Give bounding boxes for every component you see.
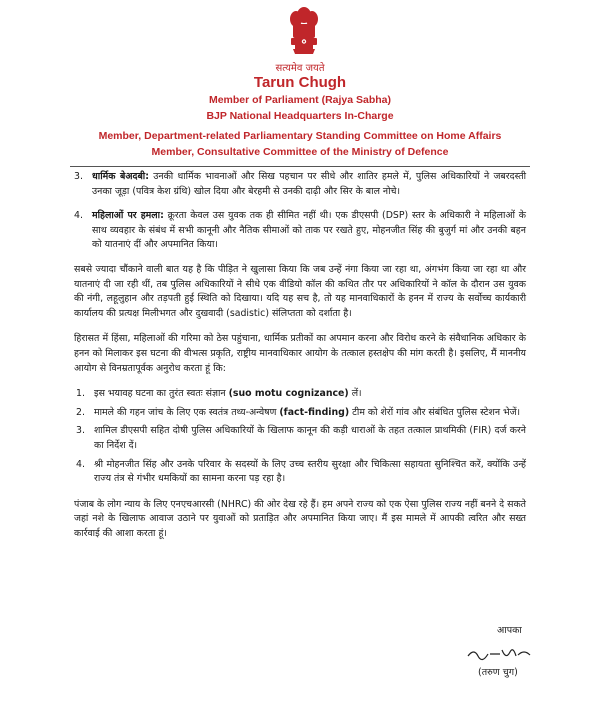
emblem-motto: सत्यमेव जयते xyxy=(275,63,325,74)
designation-defence: Member, Consultative Committee of the Ministry of Defence xyxy=(151,146,449,158)
header-divider xyxy=(70,166,530,167)
allegation-number: 3. xyxy=(74,171,83,182)
national-emblem-icon xyxy=(287,6,321,58)
request-number: 1. xyxy=(76,388,85,400)
request-text: श्री मोहनजीत सिंह और उनके परिवार के सदस्यों के लिए उच्च स्तरीय सुरक्षा और चिकित्सा सहायता सुनिश्चित करें, क्योंकि उन्हें राज्य तंत्र से गंभीर धमकियों का सामना करना पड़ रहा है। xyxy=(94,458,526,485)
request-text: मामले की गहन जांच के लिए एक स्वतंत्र तथ्य-अन्वेषण xyxy=(94,406,280,418)
request-number: 2. xyxy=(76,406,85,418)
request-text: शामिल डीएसपी सहित दोषी पुलिस अधिकारियों के खिलाफ कानून की कड़ी धाराओं के तहत तत्काल प्राथमिकी (FIR) दर्ज करने का निर्देश दें। xyxy=(94,425,526,451)
allegation-label: महिलाओं पर हमला: xyxy=(92,210,164,222)
allegation-item xyxy=(74,209,526,253)
request-item xyxy=(74,458,526,487)
designation-bjp: BJP National Headquarters In-Charge xyxy=(206,110,394,122)
sender-name: Tarun Chugh xyxy=(253,74,347,91)
request-number: 4. xyxy=(76,458,85,470)
request-text-end: टीम को शेरों गांव और संबंधित पुलिस स्टेशन भेजें। xyxy=(349,406,521,418)
request-text: इस भयावह घटना का तुरंत स्वतः संज्ञान xyxy=(94,388,229,400)
request-bold: (fact-finding) xyxy=(279,406,350,418)
designation-rajya-sabha: Member of Parliament (Rajya Sabha) xyxy=(208,94,392,106)
request-item xyxy=(74,424,526,453)
request-item xyxy=(74,387,526,402)
closing-salutation: आपका xyxy=(497,625,522,636)
paragraph-closing-appeal: पंजाब के लोग न्याय के लिए एनएचआरसी (NHRC) की ओर देख रहे हैं। हम अपने राज्य को एक ऐसा पुलिस राज्य नहीं बनने दे सकते जहां नशे के खिलाफ आवाज उठाने पर युवाओं को प्रताड़ित और अपमानित किया जाए। मैं इस मामले में आपकी त्वरित और सख्त कार्रवाई की आशा करता हूं। xyxy=(74,498,526,539)
allegation-number: 4. xyxy=(74,210,83,222)
designation-home-affairs: Member, Department-related Parliamentary Standing Committee on Home Affairs xyxy=(98,130,502,142)
request-list xyxy=(74,387,526,487)
allegation-item xyxy=(74,170,526,199)
request-number: 3. xyxy=(76,425,85,437)
allegation-text: उनकी धार्मिक भावनाओं और सिख पहचान पर सीधे और शातिर हमले में, पुलिस अधिकारियों ने जबरदस्ती उनका जूड़ा (पवित्र केश ग्रंथि) खोल दिया और बेरहमी से उनकी दाढ़ी और सिर के बाल नोचे। xyxy=(92,171,526,197)
request-item xyxy=(74,406,526,421)
paragraph-request-intro: हिरासत में हिंसा, महिलाओं की गरिमा को ठेस पहुंचाना, धार्मिक प्रतीकों का अपमान करना और विरोध करने के संवैधानिक अधिकार के हनन को मिलाकर इस घटना की वीभत्स प्रकृति, राष्ट्रीय मानवाधिकार आयोग के तत्काल हस्तक्षेप की मांग करती है। इसलिए, मैं माननीय आयोग से विनम्रतापूर्वक अनुरोध करता हूं कि: xyxy=(74,333,526,374)
request-bold: (suo motu cognizance) xyxy=(228,388,349,400)
signatory-name: (तरुण चुग) xyxy=(478,667,518,678)
signature-icon xyxy=(464,644,536,664)
request-text-end: लें। xyxy=(348,388,362,400)
paragraph-video-call: सबसे ज्यादा चौंकाने वाली बात यह है कि पीड़ित ने खुलासा किया कि जब उन्हें नंगा किया जा रहा था, अंगभंग किया जा रहा था और यातनाएं दी जा रही थीं, तब पुलिस अधिकारियों ने सीधे एक वीडियो कॉल की कथित तौर पर अधिकारियों ने कॉल के दौरान उस युवक की नंगी, लहूलुहान और तड़पती हुई स्थिति को दिखाया। यदि यह सच है, तो यह मानवाधिकारों के हनन में राज्य के सर्वोच्च कार्यकारी कार्यालय की प्रत्यक्ष मिलीभगत और दुखवादी (sadistic) संलिप्तता को दर्शाता है। xyxy=(74,263,526,319)
allegation-label: धार्मिक बेअदबी: xyxy=(92,171,149,182)
letter-body xyxy=(74,170,526,552)
allegation-text: क्रूरता केवल उस युवक तक ही सीमित नहीं थी। एक डीएसपी (DSP) स्तर के अधिकारी ने महिलाओं के साथ व्यवहार के संबंध में सभी कानूनी और नैतिक सीमाओं को ताक पर रखते हुए, मोहनजीत सिंह की बुजुर्ग मां और उनकी बहन को यातनाएं दीं और अपमानित किया। xyxy=(92,210,527,251)
